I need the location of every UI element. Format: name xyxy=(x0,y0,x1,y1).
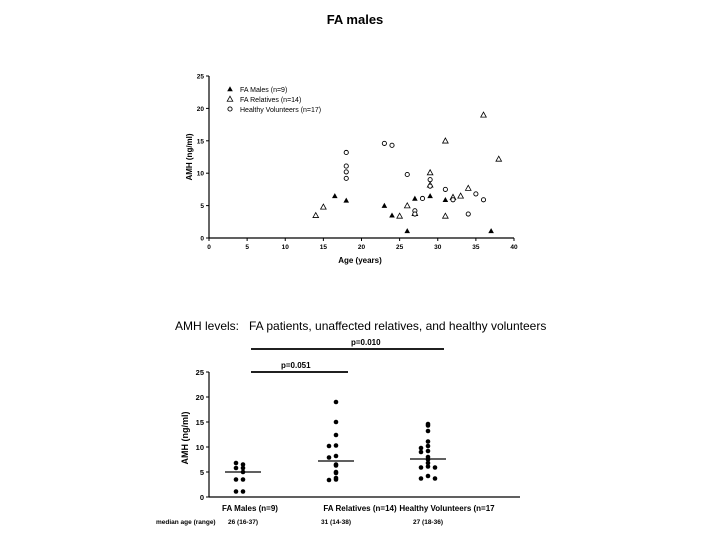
category-label: Healthy Volunteers (n=17 xyxy=(399,504,495,513)
chart2-y-tick-label: 15 xyxy=(195,418,204,427)
chart2-axes xyxy=(196,368,520,502)
age-vs-amh-scatter-chart xyxy=(185,12,518,265)
chart1-x-tick-label: 10 xyxy=(281,244,289,251)
category-median-age: 26 (16-37) xyxy=(228,519,258,526)
chart1-x-tick-label: 35 xyxy=(472,244,480,251)
chart1-x-tick-label: 30 xyxy=(434,244,442,251)
chart2-data-point xyxy=(334,420,339,425)
chart1-data-point xyxy=(451,198,455,202)
chart2-data-point xyxy=(419,450,424,455)
chart1-data-point xyxy=(458,193,464,198)
chart1-data-point xyxy=(344,150,348,154)
category-median-age: 31 (14-38) xyxy=(321,519,351,526)
chart1-x-tick-label: 15 xyxy=(319,244,327,251)
chart1-y-tick-label: 10 xyxy=(196,170,204,178)
chart2-significance-brackets xyxy=(251,338,444,372)
chart1-y-tick-label: 25 xyxy=(196,73,204,81)
chart1-data-point xyxy=(344,164,348,168)
chart2-data-point xyxy=(234,461,239,466)
chart2-data-point xyxy=(327,478,332,483)
chart2-title: AMH levels: FA patients, unaffected relatives, and healthy volunteers xyxy=(175,319,547,333)
chart1-points xyxy=(313,112,502,233)
chart1-x-tick-label: 0 xyxy=(207,244,211,251)
significance-p-value: p=0.051 xyxy=(281,361,311,370)
chart2-data-point xyxy=(241,489,246,494)
chart1-legend-marker xyxy=(228,107,232,111)
chart1-data-point xyxy=(420,196,424,200)
chart2-data-point xyxy=(234,477,239,482)
chart2-data-point xyxy=(426,444,431,449)
chart1-data-point xyxy=(428,184,432,188)
chart1-data-point xyxy=(466,212,470,216)
chart2-data-point xyxy=(334,462,339,467)
chart1-data-point xyxy=(427,193,433,198)
chart2-data-point xyxy=(241,477,246,482)
category-label: FA Relatives (n=14) xyxy=(323,504,397,513)
chart2-data-point xyxy=(334,443,339,448)
chart1-x-tick-label: 40 xyxy=(510,244,518,251)
chart2-data-point xyxy=(234,466,239,471)
chart1-data-point xyxy=(343,198,349,203)
chart2-data-point xyxy=(426,449,431,454)
chart2-y-tick-label: 20 xyxy=(195,393,204,402)
chart2-data-point xyxy=(334,477,339,482)
chart2-data-point xyxy=(327,444,332,449)
median-age-footer-label: median age (range) xyxy=(156,519,216,526)
category-median-age: 27 (18-36) xyxy=(413,519,443,526)
chart1-data-point xyxy=(496,156,502,161)
category-label: FA Males (n=9) xyxy=(222,504,278,513)
chart1-data-point xyxy=(344,176,348,180)
chart1-data-point xyxy=(481,198,485,202)
chart1-x-tick-label: 5 xyxy=(245,244,249,251)
chart2-data-point xyxy=(426,429,431,434)
chart1-data-point xyxy=(443,213,449,218)
chart1-data-point xyxy=(389,213,395,218)
chart2-data-point xyxy=(426,439,431,444)
chart1-data-point xyxy=(382,203,388,208)
chart1-data-point xyxy=(443,187,447,191)
chart2-data-point xyxy=(234,489,239,494)
chart1-y-tick-label: 20 xyxy=(196,105,204,113)
chart1-data-point xyxy=(474,192,478,196)
chart1-y-axis-label: AMH (ng/ml) xyxy=(185,133,194,181)
chart1-data-point xyxy=(382,141,386,145)
chart1-data-point xyxy=(405,172,409,176)
chart2-y-tick-label: 0 xyxy=(199,493,204,502)
chart1-data-point xyxy=(404,203,410,208)
chart2-data-point xyxy=(241,466,246,471)
chart2-data-point xyxy=(419,476,424,481)
chart1-legend xyxy=(227,86,321,114)
chart2-y-tick-label: 25 xyxy=(195,368,204,377)
chart2-data-point xyxy=(241,470,246,475)
chart1-data-point xyxy=(465,185,471,190)
chart1-data-point xyxy=(443,197,449,202)
chart2-data-point xyxy=(327,455,332,460)
chart1-data-point xyxy=(427,170,433,175)
chart2-data-point xyxy=(334,471,339,476)
chart1-data-point xyxy=(404,228,410,233)
chart1-legend-label: FA Relatives (n=14) xyxy=(240,97,302,104)
chart1-data-point xyxy=(344,170,348,174)
chart2-y-axis-label: AMH (ng/ml) xyxy=(180,411,190,465)
chart1-data-point xyxy=(488,228,494,233)
chart1-legend-label: FA Males (n=9) xyxy=(240,87,288,94)
chart1-data-point xyxy=(428,178,432,182)
chart1-data-point xyxy=(313,213,319,218)
chart1-y-tick-label: 15 xyxy=(196,138,204,146)
chart1-data-point xyxy=(321,204,327,209)
chart1-legend-label: Healthy Volunteers (n=17) xyxy=(240,107,322,114)
chart1-legend-marker xyxy=(227,96,233,101)
chart2-y-tick-label: 10 xyxy=(195,443,204,452)
chart1-data-point xyxy=(332,193,338,198)
chart1-data-point xyxy=(397,213,403,218)
chart1-legend-marker xyxy=(227,86,233,91)
chart2-data-point xyxy=(419,446,424,451)
chart2-data-point xyxy=(426,423,431,428)
chart2-data-point xyxy=(426,474,431,479)
chart2-data-point xyxy=(426,464,431,469)
chart1-y-tick-label: 0 xyxy=(200,235,204,243)
amh-by-group-dot-plot xyxy=(156,319,546,526)
chart2-y-tick-label: 5 xyxy=(199,468,204,477)
chart1-y-tick-label: 5 xyxy=(200,203,204,211)
chart1-data-point xyxy=(412,196,418,201)
chart1-x-tick-label: 20 xyxy=(357,244,366,251)
chart2-data-point xyxy=(419,465,424,470)
chart2-data-point xyxy=(433,476,438,481)
chart1-data-point xyxy=(443,138,449,143)
chart1-data-point xyxy=(481,112,487,117)
chart1-data-point xyxy=(413,212,417,216)
chart1-x-tick-label: 25 xyxy=(396,244,404,251)
chart2-data-point xyxy=(334,454,339,459)
chart2-data-point xyxy=(334,400,339,405)
chart2-category-labels xyxy=(222,504,495,526)
chart2-data-point xyxy=(433,465,438,470)
chart1-x-axis-label: Age (years) xyxy=(338,256,382,265)
significance-p-value: p=0.010 xyxy=(351,338,381,347)
chart1-title: FA males xyxy=(326,12,384,27)
chart1-data-point xyxy=(390,143,394,147)
chart2-points xyxy=(234,400,438,494)
chart2-data-point xyxy=(334,433,339,438)
